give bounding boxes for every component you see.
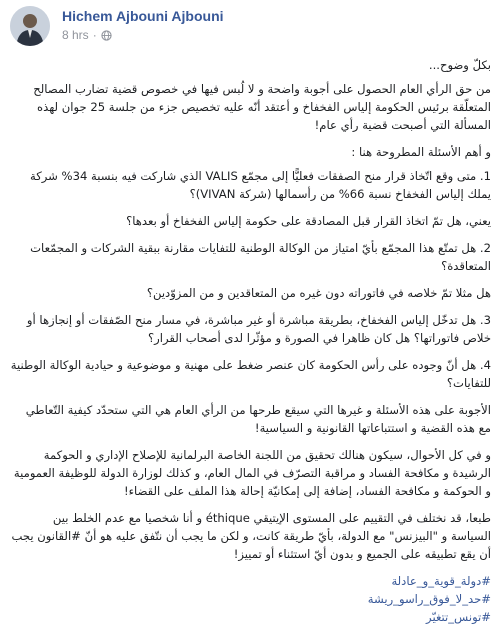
post-paragraph: و في كل الأحوال، سيكون هنالك تحقيق من اللجنة الخاصة البرلمانية للإصلاح الإداري و الحوكمة الرشيدة و مكافحة الفساد و مراقبة التصرّف في المال العام، و كذلك لوزارة الدولة للوظيفة العمومية و الحوكمة و مكافحة الفساد، إضافة إلى إمكانيّة إحالة هذا الملف على القضاء! bbox=[13, 448, 491, 498]
avatar[interactable] bbox=[10, 6, 50, 46]
post-paragraph: الأجوبة على هذه الأسئلة و غيرها التي سيقع طرحها من الرأي العام هي التي ستحدّد كيفية التّعاطي مع هذه القضية و استتباعاتها القانونية و السياسية! bbox=[25, 403, 491, 435]
post-paragraph: من حق الرأي العام الحصول على أجوبة واضحة و لا لُبس فيها في خصوص قضية تضارب المصالح المتعلّقة برئيس الحكومة إلياس الفخفاخ و أعتقد أنّه عليه تخصيص جزء من جلسة 25 جوان لهذه المسألة التي أصبحت قضية رأي عام! bbox=[33, 82, 491, 132]
profile-photo-icon bbox=[10, 6, 50, 46]
hashtag-link[interactable]: #دولة_قوية_و_عادلة bbox=[391, 574, 491, 588]
post-paragraph: طبعا، قد نختلف في التقييم على المستوى الإيتيقي éthique و أنا شخصيا مع عدم الخلط بين السياسة و "البيزنس" مع الدولة، بأيّ طريقة كانت، و لكن ما يجب أن نتّفق عليه هو أنّ #القانون يجب أن يقع تطبيقه على الجميع و بدون أيّ استثناء أو تمييز! bbox=[11, 511, 491, 561]
post-paragraph: 1. متى وقع اتّخاذ قرار منح الصفقات فعليًّا إلى مجمّع VALIS الذي شاركت فيه بنسبة 34% شركة يملك إلياس الفخفاخ نسبة 66% من رأسمالها (شركة VIVAN)؟ bbox=[30, 169, 491, 201]
post-paragraph: 2. هل تمتّع هذا المجمّع بأيّ امتياز من الوكالة الوطنية للتفايات مقارنة ببقية الشركات و المجمّعات المتعاقدة؟ bbox=[30, 241, 491, 273]
post-paragraph: يعني، هل تمّ اتخاذ القرار قبل المصادقة على حكومة إلياس الفخفاخ أو بعدها؟ bbox=[126, 214, 491, 228]
post-paragraph: 3. هل تدخّل إلياس الفخفاخ، بطريقة مباشرة أو غير مباشرة، في مسار منح الصّفقات أو إنجازها أو خلاص فاتوراتها؟ هل كان ظاهرا في الصورة و مؤثّرا لدى أصحاب القرار؟ bbox=[26, 313, 491, 345]
post-paragraph: بكلّ وضوح... bbox=[428, 58, 491, 72]
post-timestamp[interactable]: 8 hrs bbox=[62, 28, 89, 42]
post-paragraph: 4. هل أنّ وجوده على رأس الحكومة كان عنصر ضغط على مهنية و موضوعية و حيادية الوكالة الوطنية للتفايات؟ bbox=[10, 358, 491, 390]
post-body bbox=[10, 56, 491, 626]
post-paragraph: و أهم الأسئلة المطروحة هنا : bbox=[351, 145, 491, 159]
hashtag-link[interactable]: #تونس_تتغيّر bbox=[426, 610, 491, 624]
meta-separator: · bbox=[92, 28, 97, 42]
hashtag-link[interactable]: #حد_لا_فوق_راسو_ريشة bbox=[367, 592, 491, 606]
post-meta bbox=[62, 28, 112, 42]
post-paragraph: هل مثلا تمّ خلاصه في فاتوراته دون غيره من المتعاقدين و من المزوّدين؟ bbox=[146, 286, 491, 300]
globe-icon[interactable] bbox=[101, 30, 112, 41]
post-header bbox=[10, 6, 491, 46]
hashtag-list bbox=[10, 572, 491, 626]
author-name[interactable]: Hichem Ajbouni Ajbouni bbox=[62, 8, 224, 24]
